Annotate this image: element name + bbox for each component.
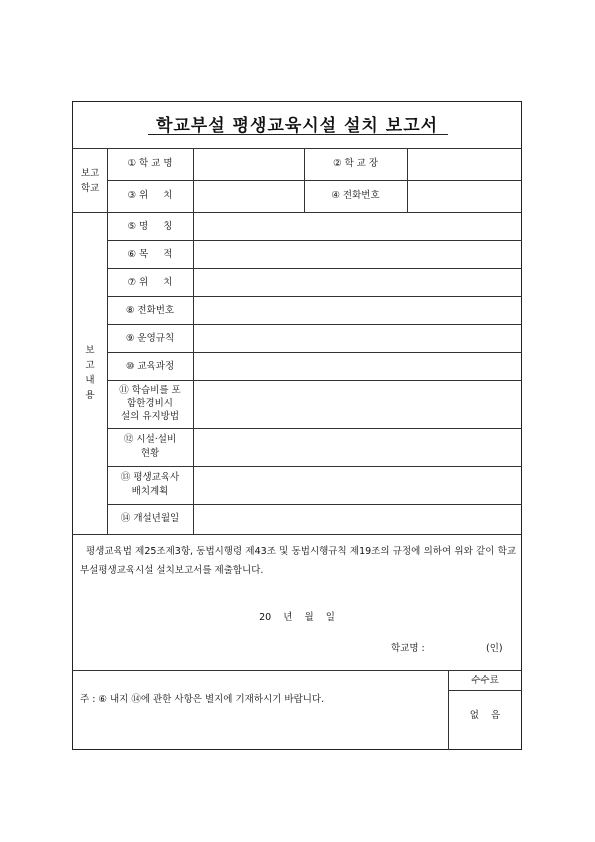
signer-label: 학교명 : <box>391 643 425 654</box>
row-label-phone: ⑧ 전화번호 <box>125 305 175 316</box>
line-title-bottom <box>72 148 522 149</box>
line-school-bottom <box>72 212 522 213</box>
row-label-facility-name: ⑤ 명 칭 <box>127 221 173 232</box>
field-label-principal: ② 학 교 장 <box>332 158 379 169</box>
line-content-bottom <box>72 534 522 535</box>
line-row-12 <box>107 466 522 467</box>
form-title: 학교부설 평생교육시설 설치 보고서 <box>155 116 439 136</box>
row-label-facilities-line2: 현황 <box>140 448 160 459</box>
row-label-educator-plan-line2: 배치계획 <box>131 486 169 497</box>
row-label-maintenance-line1: ⑪ 학습비를 포 <box>119 385 181 396</box>
row-label-maintenance-line2: 함한경비시 <box>127 398 173 409</box>
line-fee-header <box>448 690 522 691</box>
line-row-5 <box>107 240 522 241</box>
field-label-school-phone: ④ 전화번호 <box>331 190 380 201</box>
row-label-location: ⑦ 위 치 <box>127 277 173 288</box>
content-section-label: 보 고 내 용 <box>85 345 95 401</box>
line-school-value-col <box>407 148 408 212</box>
field-label-school-name: ① 학 교 명 <box>127 158 173 169</box>
line-row-9 <box>107 352 522 353</box>
row-label-facilities-line1: ⑫ 시설·설비 <box>123 434 177 445</box>
line-declaration-bottom <box>72 670 522 671</box>
line-row-7 <box>107 296 522 297</box>
fee-label: 수수료 <box>471 675 499 686</box>
line-row-10 <box>107 380 522 381</box>
fee-value: 없 음 <box>469 710 501 721</box>
row-label-maintenance-line3: 설의 유지방법 <box>120 411 180 422</box>
row-label-purpose: ⑥ 목 적 <box>127 249 173 260</box>
row-label-curriculum: ⑩ 교육과정 <box>125 361 175 372</box>
footer-note: 주 : ⑥ 내지 ⑭에 관한 사항은 별지에 기재하시기 바랍니다. <box>80 694 325 705</box>
title-underline <box>148 134 448 135</box>
line-row-11 <box>107 428 522 429</box>
field-label-school-location: ③ 위 치 <box>127 190 173 201</box>
line-row-13 <box>107 504 522 505</box>
declaration-date: 20 년 월 일 <box>259 612 335 623</box>
line-school-mid <box>107 180 522 181</box>
declaration-text: 평생교육법 제25조제3항, 동법시행령 제43조 및 동법시행규칙 제19조의 규정에 의하여 위와 같이 학교부설평생교육시설 설치보고서를 제출합니다. <box>80 546 516 576</box>
seal-mark: (인) <box>486 643 503 654</box>
row-label-educator-plan-line1: ⑬ 평생교육사 <box>120 472 180 483</box>
school-section-label: 보고 학교 <box>80 168 100 194</box>
line-field-label-col <box>193 148 194 534</box>
row-label-operating-rules: ⑨ 운영규칙 <box>125 333 175 344</box>
row-label-opening-date: ⑭ 개설년월일 <box>120 513 180 524</box>
line-row-6 <box>107 268 522 269</box>
line-row-8 <box>107 324 522 325</box>
